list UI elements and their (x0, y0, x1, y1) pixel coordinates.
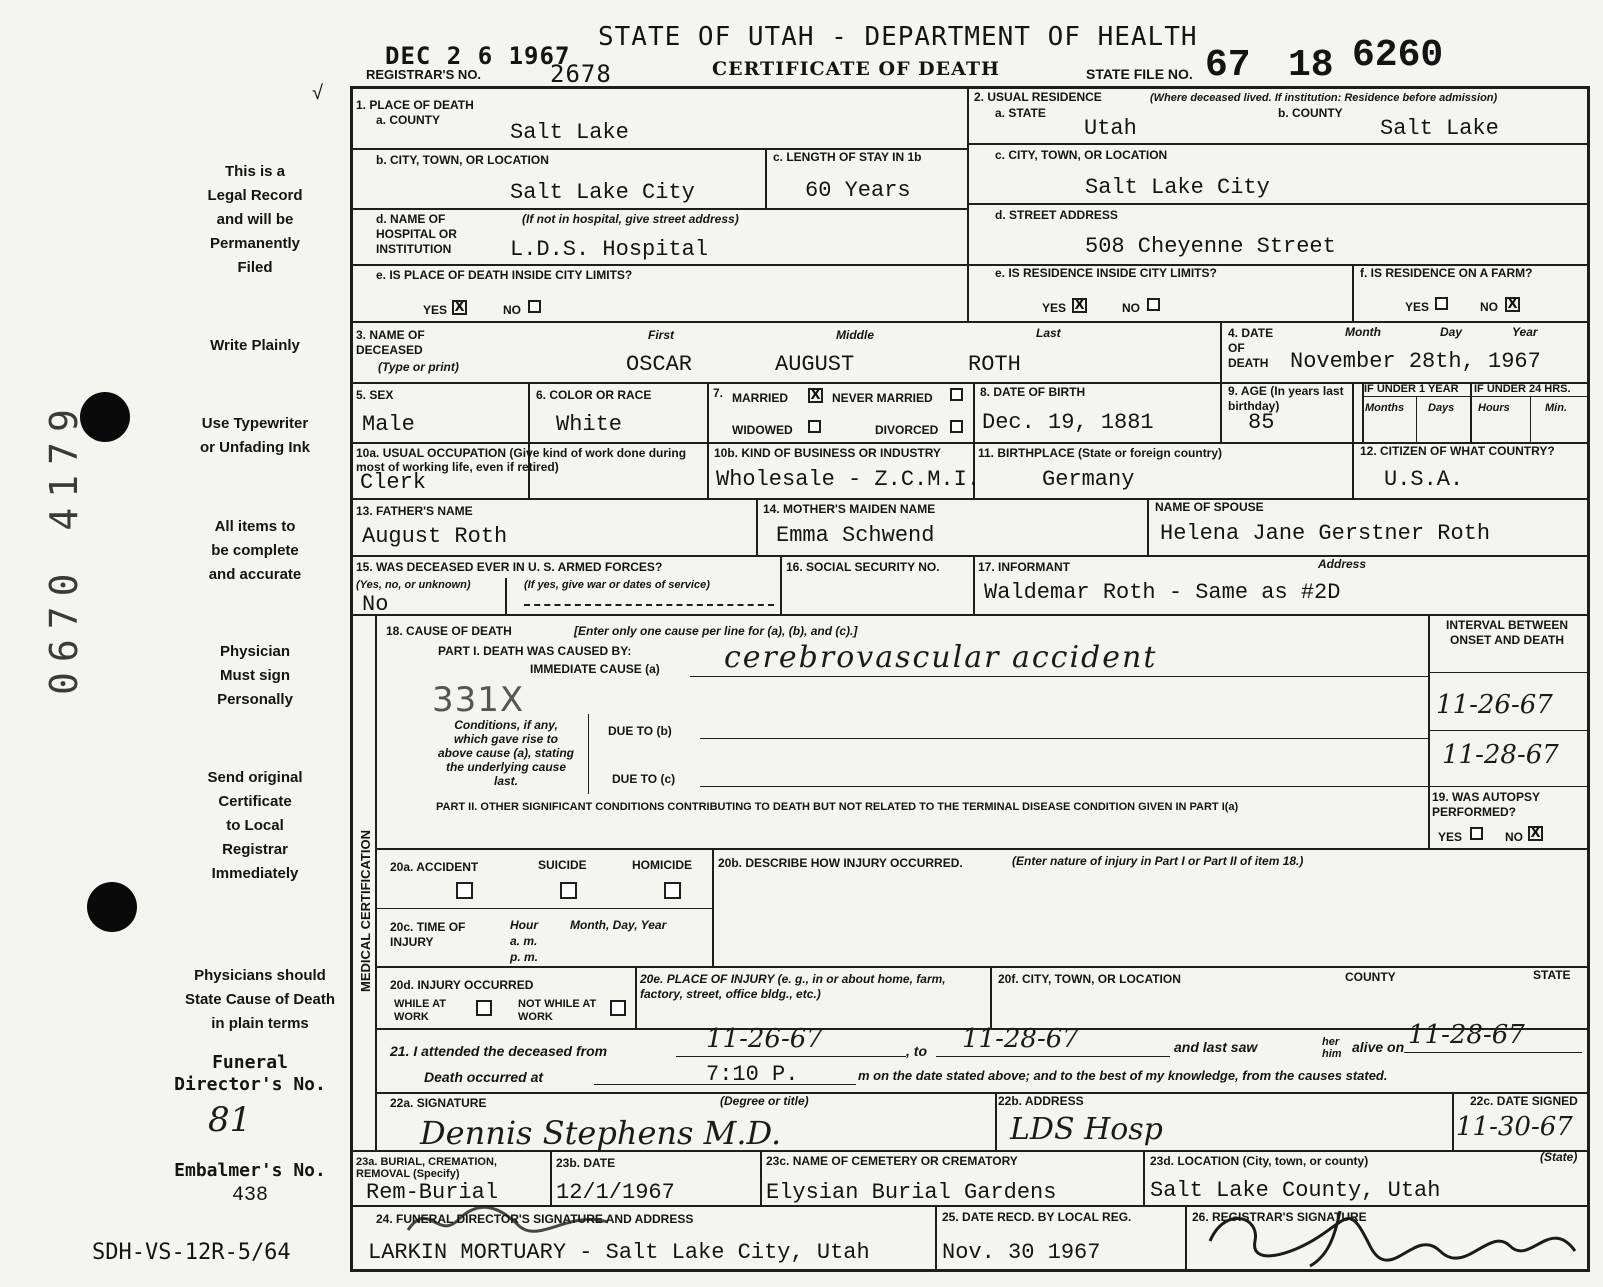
registrar-signature-label: 26. REGISTRAR'S SIGNATURE (1192, 1210, 1367, 1224)
farm-no-checkbox[interactable]: X (1505, 297, 1520, 312)
due-to-c-label: DUE TO (c) (612, 772, 676, 786)
death-city-label: b. CITY, TOWN, OR LOCATION (376, 153, 549, 167)
date-of-birth-value: Dec. 19, 1881 (982, 410, 1154, 435)
deceased-name-label: 3. NAME OF DECEASED (356, 328, 425, 357)
part1-label: PART I. DEATH WAS CAUSED BY: (438, 644, 632, 658)
funeral-director-no: 81 (208, 1100, 252, 1140)
death-in-city-no-label: NO (503, 303, 521, 317)
registrar-no-value: 2678 (550, 60, 612, 88)
due-to-b-label: DUE TO (b) (608, 724, 672, 738)
attended-to-value: 11-28-67 (962, 1024, 1079, 1054)
race-value: White (556, 412, 623, 437)
funeral-director-label: Funeral Director's No. (174, 1052, 326, 1095)
hours-label: Hours (1478, 402, 1510, 414)
armed-forces-service-line (524, 604, 774, 606)
sidebar-typewriter-note: Use Typewriter or Unfading Ink (200, 415, 310, 456)
physician-address-label: 22b. ADDRESS (998, 1094, 1084, 1108)
married-label: MARRIED (732, 391, 788, 405)
farm-yes-label: YES (1405, 300, 1430, 314)
injury-date-label: Month, Day, Year (570, 918, 667, 932)
medical-certification-label: MEDICAL CERTIFICATION (358, 829, 373, 992)
minutes-label: Min. (1545, 402, 1567, 414)
immediate-cause-value: cerebrovascular accident (724, 640, 1158, 675)
farm-no-label: NO (1480, 300, 1498, 314)
mother-name-value: Emma Schwend (776, 523, 935, 548)
social-security-label: 16. SOCIAL SECURITY NO. (786, 560, 940, 574)
time-of-injury-label: 20c. TIME OF INJURY (390, 920, 466, 949)
death-year-label: Year (1512, 325, 1538, 339)
spouse-name-label: NAME OF SPOUSE (1155, 500, 1264, 514)
informant-address-label: Address (1318, 557, 1367, 571)
usual-residence-label: 2. USUAL RESIDENCE (974, 90, 1102, 104)
corner-check-mark: √ (312, 82, 323, 104)
received-date-stamp: DEC 2 6 1967 (385, 42, 571, 70)
interval-a-value: 11-26-67 (1436, 690, 1553, 720)
autopsy-yes-label: YES (1438, 830, 1463, 844)
age-value: 85 (1248, 410, 1275, 435)
street-address-label: d. STREET ADDRESS (995, 208, 1118, 222)
armed-forces-label: 15. WAS DECEASED EVER IN U. S. ARMED FORCES? (356, 560, 663, 574)
her-him-label: her him (1322, 1036, 1342, 1060)
farm-yes-checkbox[interactable] (1435, 297, 1448, 310)
mother-name-label: 14. MOTHER'S MAIDEN NAME (763, 502, 936, 516)
vertical-control-number: 0670 4179 (42, 399, 86, 695)
months-label: Months (1365, 402, 1405, 414)
conditions-note: Conditions, if any, which gave rise to above cause (a), stating the underlying cause last. (437, 718, 575, 788)
usual-residence-note: (Where deceased lived. If institution: Residence before admission) (1150, 92, 1498, 104)
under-24-hrs-label: IF UNDER 24 HRS. (1474, 383, 1571, 395)
armed-forces-note-a: (Yes, no, or unknown) (356, 579, 471, 591)
burial-location-value: Salt Lake County, Utah (1150, 1178, 1441, 1203)
injury-occurred-label: 20d. INJURY OCCURRED (390, 978, 534, 992)
residence-in-city-yes-checkbox[interactable]: X (1072, 298, 1087, 313)
while-at-work-label: WHILE AT WORK (394, 998, 446, 1023)
sidebar-complete-note: All items to be complete and accurate (208, 518, 302, 583)
business-value: Wholesale - Z.C.M.I. (716, 467, 981, 492)
hour-label: Hour (510, 918, 538, 932)
date-of-death-value: November 28th, 1967 (1290, 349, 1541, 374)
first-name-value: OSCAR (626, 352, 693, 377)
page-title: STATE OF UTAH - DEPARTMENT OF HEALTH (598, 22, 1198, 52)
married-checkbox[interactable]: X (808, 388, 823, 403)
death-month-label: Month (1345, 325, 1381, 339)
occupation-value: Clerk (360, 470, 427, 495)
attended-from-value: 11-26-67 (706, 1024, 823, 1054)
cause-of-death-label: 18. CAUSE OF DEATH (386, 624, 512, 638)
injury-county-label: COUNTY (1345, 970, 1396, 984)
residence-in-city-no-label: NO (1122, 301, 1140, 315)
residence-city-label: c. CITY, TOWN, OR LOCATION (995, 148, 1168, 162)
not-while-at-work-checkbox[interactable] (610, 1000, 626, 1016)
autopsy-no-label: NO (1505, 830, 1523, 844)
not-while-at-work-label: NOT WHILE AT WORK (518, 998, 597, 1023)
interval-b-value: 11-28-67 (1442, 740, 1559, 770)
registrar-no-label: REGISTRAR'S NO. (366, 67, 482, 82)
mortuary-value: LARKIN MORTUARY - Salt Lake City, Utah (368, 1240, 870, 1265)
hospital-label: d. NAME OF HOSPITAL OR INSTITUTION (376, 212, 457, 256)
never-married-checkbox[interactable] (950, 388, 963, 401)
time-of-death-value: 7:10 P. (706, 1062, 799, 1087)
disposition-date-label: 23b. DATE (556, 1156, 616, 1170)
armed-forces-value: No (362, 592, 389, 617)
interval-label: INTERVAL BETWEEN ONSET AND DEATH (1445, 618, 1568, 647)
disposition-value: Rem-Burial (366, 1180, 499, 1205)
disposition-label: 23a. BURIAL, CREMATION, REMOVAL (Specify) (356, 1156, 497, 1180)
date-of-birth-label: 8. DATE OF BIRTH (980, 385, 1086, 399)
homicide-label: HOMICIDE (632, 858, 692, 872)
sex-label: 5. SEX (356, 388, 394, 402)
marital-label: 7. (713, 386, 724, 400)
cemetery-value: Elysian Burial Gardens (766, 1180, 1057, 1205)
never-married-label: NEVER MARRIED (832, 391, 933, 405)
divorced-label: DIVORCED (875, 423, 939, 437)
sex-value: Male (362, 412, 415, 437)
middle-name-value: AUGUST (775, 352, 855, 377)
punch-hole-bottom (87, 882, 137, 932)
embalmer-no: 438 (231, 1184, 268, 1207)
death-city-value: Salt Lake City (510, 180, 695, 205)
armed-forces-note-b: (If yes, give war or dates of service) (524, 579, 710, 591)
informant-value: Waldemar Roth - Same as #2D (984, 580, 1341, 605)
punch-hole-top (80, 392, 130, 442)
death-in-city-no-checkbox[interactable] (528, 300, 541, 313)
death-in-city-label: e. IS PLACE OF DEATH INSIDE CITY LIMITS? (376, 268, 633, 282)
under-1-year-label: IF UNDER 1 YEAR (1364, 383, 1459, 395)
autopsy-no-checkbox[interactable]: X (1528, 826, 1543, 841)
death-occurred-label: Death occurred at (424, 1069, 544, 1085)
on-date-statement: m on the date stated above; and to the best of my knowledge, from the causes stated. (858, 1068, 1388, 1083)
death-in-city-yes-checkbox[interactable]: X (452, 300, 467, 315)
homicide-checkbox[interactable] (664, 882, 681, 899)
deceased-name-note: (Type or print) (378, 360, 459, 374)
death-county-value: Salt Lake (510, 120, 629, 145)
death-county-label: a. COUNTY (376, 113, 441, 127)
sidebar-cause-note: Physicians should State Cause of Death in plain terms (184, 967, 336, 1032)
suicide-checkbox[interactable] (560, 882, 577, 899)
form-number: SDH-VS-12R-5/64 (92, 1240, 291, 1265)
residence-state-value: Utah (1084, 116, 1137, 141)
accident-label: 20a. ACCIDENT (390, 860, 479, 874)
part2-label: PART II. OTHER SIGNIFICANT CONDITIONS CONTRIBUTING TO DEATH BUT NOT RELATED TO THE TERMINAL DISEASE CONDITION GIVEN IN PART I(a) (436, 801, 1239, 813)
days-label: Days (1428, 402, 1455, 414)
length-of-stay-label: c. LENGTH OF STAY IN 1b (773, 150, 922, 164)
race-label: 6. COLOR OR RACE (536, 388, 652, 402)
burial-location-label: 23d. LOCATION (City, town, or county) (1150, 1154, 1369, 1168)
date-of-death-label: 4. DATE OF DEATH (1228, 326, 1274, 370)
physician-address-value: LDS Hosp (1010, 1112, 1163, 1147)
embalmer-label: Embalmer's No. (174, 1160, 326, 1181)
last-name-value: ROTH (968, 352, 1021, 377)
pm-label: p. m. (510, 950, 539, 964)
suicide-label: SUICIDE (538, 858, 587, 872)
widowed-checkbox[interactable] (808, 420, 821, 433)
citizen-value: U.S.A. (1384, 467, 1464, 492)
attended-from-label: 21. I attended the deceased from (390, 1043, 608, 1059)
hospital-note: (If not in hospital, give street address) (522, 212, 739, 226)
degree-label: (Degree or title) (720, 1094, 809, 1108)
birthplace-label: 11. BIRTHPLACE (State or foreign country) (978, 446, 1223, 460)
autopsy-label: 19. WAS AUTOPSY PERFORMED? (1432, 790, 1540, 819)
farm-label: f. IS RESIDENCE ON A FARM? (1360, 266, 1533, 280)
street-address-value: 508 Cheyenne Street (1085, 234, 1336, 259)
sidebar-write-plainly: Write Plainly (210, 337, 300, 354)
funeral-director-signature-label: 24. FUNERAL DIRECTOR'S SIGNATURE AND ADDRESS (376, 1212, 694, 1226)
disposition-date-value: 12/1/1967 (556, 1180, 675, 1205)
age-label: 9. AGE (In years last birthday) (1228, 384, 1344, 413)
attended-to-label: , to (906, 1043, 927, 1059)
occupation-label: 10a. USUAL OCCUPATION (Give kind of work done during most of working life, even if retired) (356, 446, 687, 474)
residence-in-city-label: e. IS RESIDENCE INSIDE CITY LIMITS? (995, 266, 1217, 280)
state-file-no-part3: 6260 (1352, 34, 1444, 77)
hospital-value: L.D.S. Hospital (510, 237, 709, 262)
residence-state-label: a. STATE (995, 106, 1046, 120)
residence-in-city-yes-label: YES (1042, 301, 1067, 315)
father-name-label: 13. FATHER'S NAME (356, 504, 473, 518)
registrar-signature (1200, 1196, 1585, 1281)
place-of-death-label: 1. PLACE OF DEATH (356, 98, 474, 112)
residence-county-value: Salt Lake (1380, 116, 1499, 141)
certificate-title: CERTIFICATE OF DEATH (712, 58, 1000, 80)
injury-description-label: 20b. DESCRIBE HOW INJURY OCCURRED. (718, 856, 963, 870)
cause-of-death-note: [Enter only one cause per line for (a), (b), and (c).] (574, 624, 858, 638)
state-file-no-part2: 18 (1288, 44, 1334, 87)
state-file-no-part1: 67 (1205, 44, 1251, 87)
date-signed-label: 22c. DATE SIGNED (1470, 1094, 1578, 1108)
sidebar-legal-note: This is a Legal Record and will be Permanently Filed (207, 163, 303, 276)
injury-description-note: (Enter nature of injury in Part I or Part II of item 18.) (1012, 854, 1304, 868)
business-label: 10b. KIND OF BUSINESS OR INDUSTRY (714, 446, 941, 460)
date-received-label: 25. DATE RECD. BY LOCAL REG. (942, 1210, 1132, 1224)
residence-city-value: Salt Lake City (1085, 175, 1270, 200)
while-at-work-checkbox[interactable] (476, 1000, 492, 1016)
accident-checkbox[interactable] (456, 882, 473, 899)
divorced-checkbox[interactable] (950, 420, 963, 433)
physician-signature-label: 22a. SIGNATURE (390, 1096, 487, 1110)
date-received-value: Nov. 30 1967 (942, 1240, 1101, 1265)
death-in-city-yes-label: YES (423, 303, 448, 317)
widowed-label: WIDOWED (732, 423, 793, 437)
citizen-label: 12. CITIZEN OF WHAT COUNTRY? (1360, 444, 1555, 458)
alive-on-label: alive on (1352, 1039, 1405, 1055)
residence-in-city-no-checkbox[interactable] (1147, 298, 1160, 311)
state-file-label: STATE FILE NO. (1086, 66, 1193, 82)
burial-state-label: (State) (1540, 1150, 1578, 1164)
informant-label: 17. INFORMANT (978, 560, 1071, 574)
place-of-injury-label: 20e. PLACE OF INJURY (e. g., in or about home, farm, factory, street, office bldg., etc.) (640, 972, 946, 1001)
death-day-label: Day (1440, 325, 1463, 339)
sidebar-send-note: Send original Certificate to Local Registrar Immediately (207, 769, 303, 882)
injury-state-label: STATE (1533, 968, 1571, 982)
last-saw-label: and last saw (1174, 1039, 1258, 1055)
disease-code: 331X (432, 680, 525, 720)
residence-county-label: b. COUNTY (1278, 106, 1343, 120)
autopsy-yes-checkbox[interactable] (1470, 827, 1483, 840)
cemetery-label: 23c. NAME OF CEMETERY OR CREMATORY (766, 1154, 1018, 1168)
date-signed-value: 11-30-67 (1456, 1112, 1573, 1142)
alive-on-value: 11-28-67 (1408, 1020, 1525, 1050)
spouse-name-value: Helena Jane Gerstner Roth (1160, 521, 1491, 546)
sidebar-physician-note: Physician Must sign Personally (217, 643, 293, 708)
birthplace-value: Germany (1042, 467, 1135, 492)
immediate-cause-label: IMMEDIATE CAUSE (a) (530, 662, 660, 676)
father-name-value: August Roth (362, 524, 508, 549)
middle-name-label: Middle (836, 328, 874, 342)
first-name-label: First (648, 328, 675, 342)
injury-city-label: 20f. CITY, TOWN, OR LOCATION (998, 972, 1181, 986)
last-name-label: Last (1036, 326, 1061, 340)
length-of-stay-value: 60 Years (805, 178, 911, 203)
physician-signature: Dennis Stephens M.D. (420, 1114, 782, 1152)
am-label: a. m. (510, 934, 538, 948)
